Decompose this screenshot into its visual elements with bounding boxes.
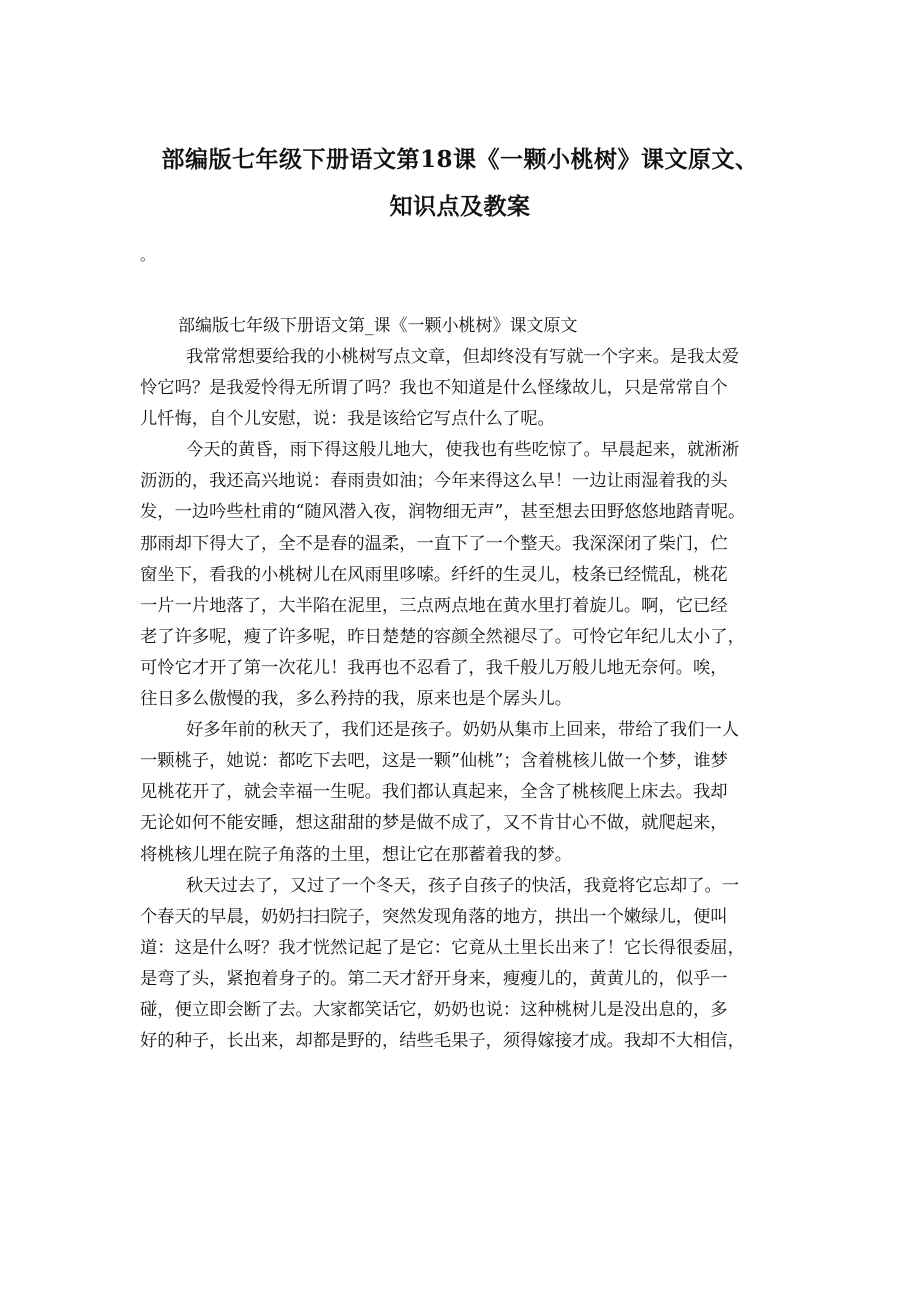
document-title-line-1: 部编版七年级下册语文第18课《一颗小桃树》课文原文、 [161, 146, 759, 173]
paragraph-line: 怜它吗？是我爱怜得无所谓了吗？我也不知道是什么怪缘故儿，只是常常自个 [140, 378, 728, 399]
paragraph-line: 发，一边吟些杜甫的“随风潜入夜，润物细无声”，甚至想去田野悠悠地踏青呢。 [140, 502, 746, 523]
paragraph-line: 将桃核儿埋在院子角落的土里，想让它在那蓄着我的梦。 [140, 844, 573, 865]
paragraph-line: 窗坐下，看我的小桃树儿在风雨里哆嗦。纤纤的生灵儿，枝条已经慌乱，桃花 [140, 564, 728, 585]
paragraph-line: 道：这是什么呀？我才恍然记起了是它：它竟从土里长出来了！它长得很委屈， [140, 937, 745, 958]
paragraph-line: 往日多么傲慢的我，多么矜持的我，原来也是个孱头儿。 [140, 689, 573, 710]
document-title-line-2: 知识点及教案 [389, 193, 531, 220]
punctuation-mark: 。 [140, 246, 156, 264]
paragraph-line: 一片一片地落了，大半陷在泥里，三点两点地在黄水里打着旋儿。啊，它已经 [140, 595, 728, 616]
paragraph-line: 一颗桃子，她说：都吃下去吧，这是一颗”仙桃”；含着桃核儿做一个梦，谁梦 [140, 751, 728, 772]
paragraph-line: 那雨却下得大了，全不是春的温柔，一直下了一个整天。我深深闭了柴门，伫 [140, 533, 728, 554]
paragraph-line: 是弯了头，紧抱着身子的。第二天才舒开身来，瘦瘦儿的，黄黄儿的，似乎一 [140, 968, 728, 989]
paragraph-line: 好的种子，长出来，却都是野的，结些毛果子，须得嫁接才成。我却不大相信， [140, 1031, 745, 1052]
paragraph-line: 见桃花开了，就会幸福一生呢。我们都认真起来，全含了桃核爬上床去。我却 [140, 782, 728, 803]
paragraph-line: 碰，便立即会断了去。大家都笑话它，奶奶也说：这种桃树儿是没出息的，多 [140, 999, 728, 1020]
paragraph-line: 秋天过去了，又过了一个冬天，孩子自孩子的快活，我竟将它忘却了。一 [186, 875, 740, 896]
paragraph-line: 无论如何不能安睡，想这甜甜的梦是做不成了，又不肯甘心不做，就爬起来， [140, 813, 728, 834]
article-body [140, 342, 796, 1057]
paragraph-line: 个春天的早晨，奶奶扫扫院子，突然发现角落的地方，拱出一个嫩绿儿，便叫 [140, 906, 728, 927]
paragraph-line: 儿忏悔，自个儿安慰，说：我是该给它写点什么了呢。 [140, 409, 555, 430]
section-heading: 部编版七年级下册语文第_课《一颗小桃树》课文原文 [178, 316, 578, 336]
paragraph-line: 可怜它才开了第一次花儿！我再也不忍看了，我千般儿万般儿地无奈何。唉， [140, 657, 728, 678]
paragraph-line: 我常常想要给我的小桃树写点文章，但却终没有写就一个字来。是我太爱 [186, 347, 740, 367]
paragraph-line: 好多年前的秋天了，我们还是孩子。奶奶从集市上回来，带给了我们一人 [186, 720, 740, 741]
paragraph-line: 老了许多呢，瘦了许多呢，昨日楚楚的容颜全然褪尽了。可怜它年纪儿太小了， [140, 626, 745, 647]
paragraph-line: 沥沥的，我还高兴地说：春雨贵如油；今年来得这么早！一边让雨湿着我的头 [140, 471, 728, 492]
paragraph-line: 今天的黄昏，雨下得这般儿地大，使我也有些吃惊了。早晨起来，就淅淅 [186, 440, 740, 461]
